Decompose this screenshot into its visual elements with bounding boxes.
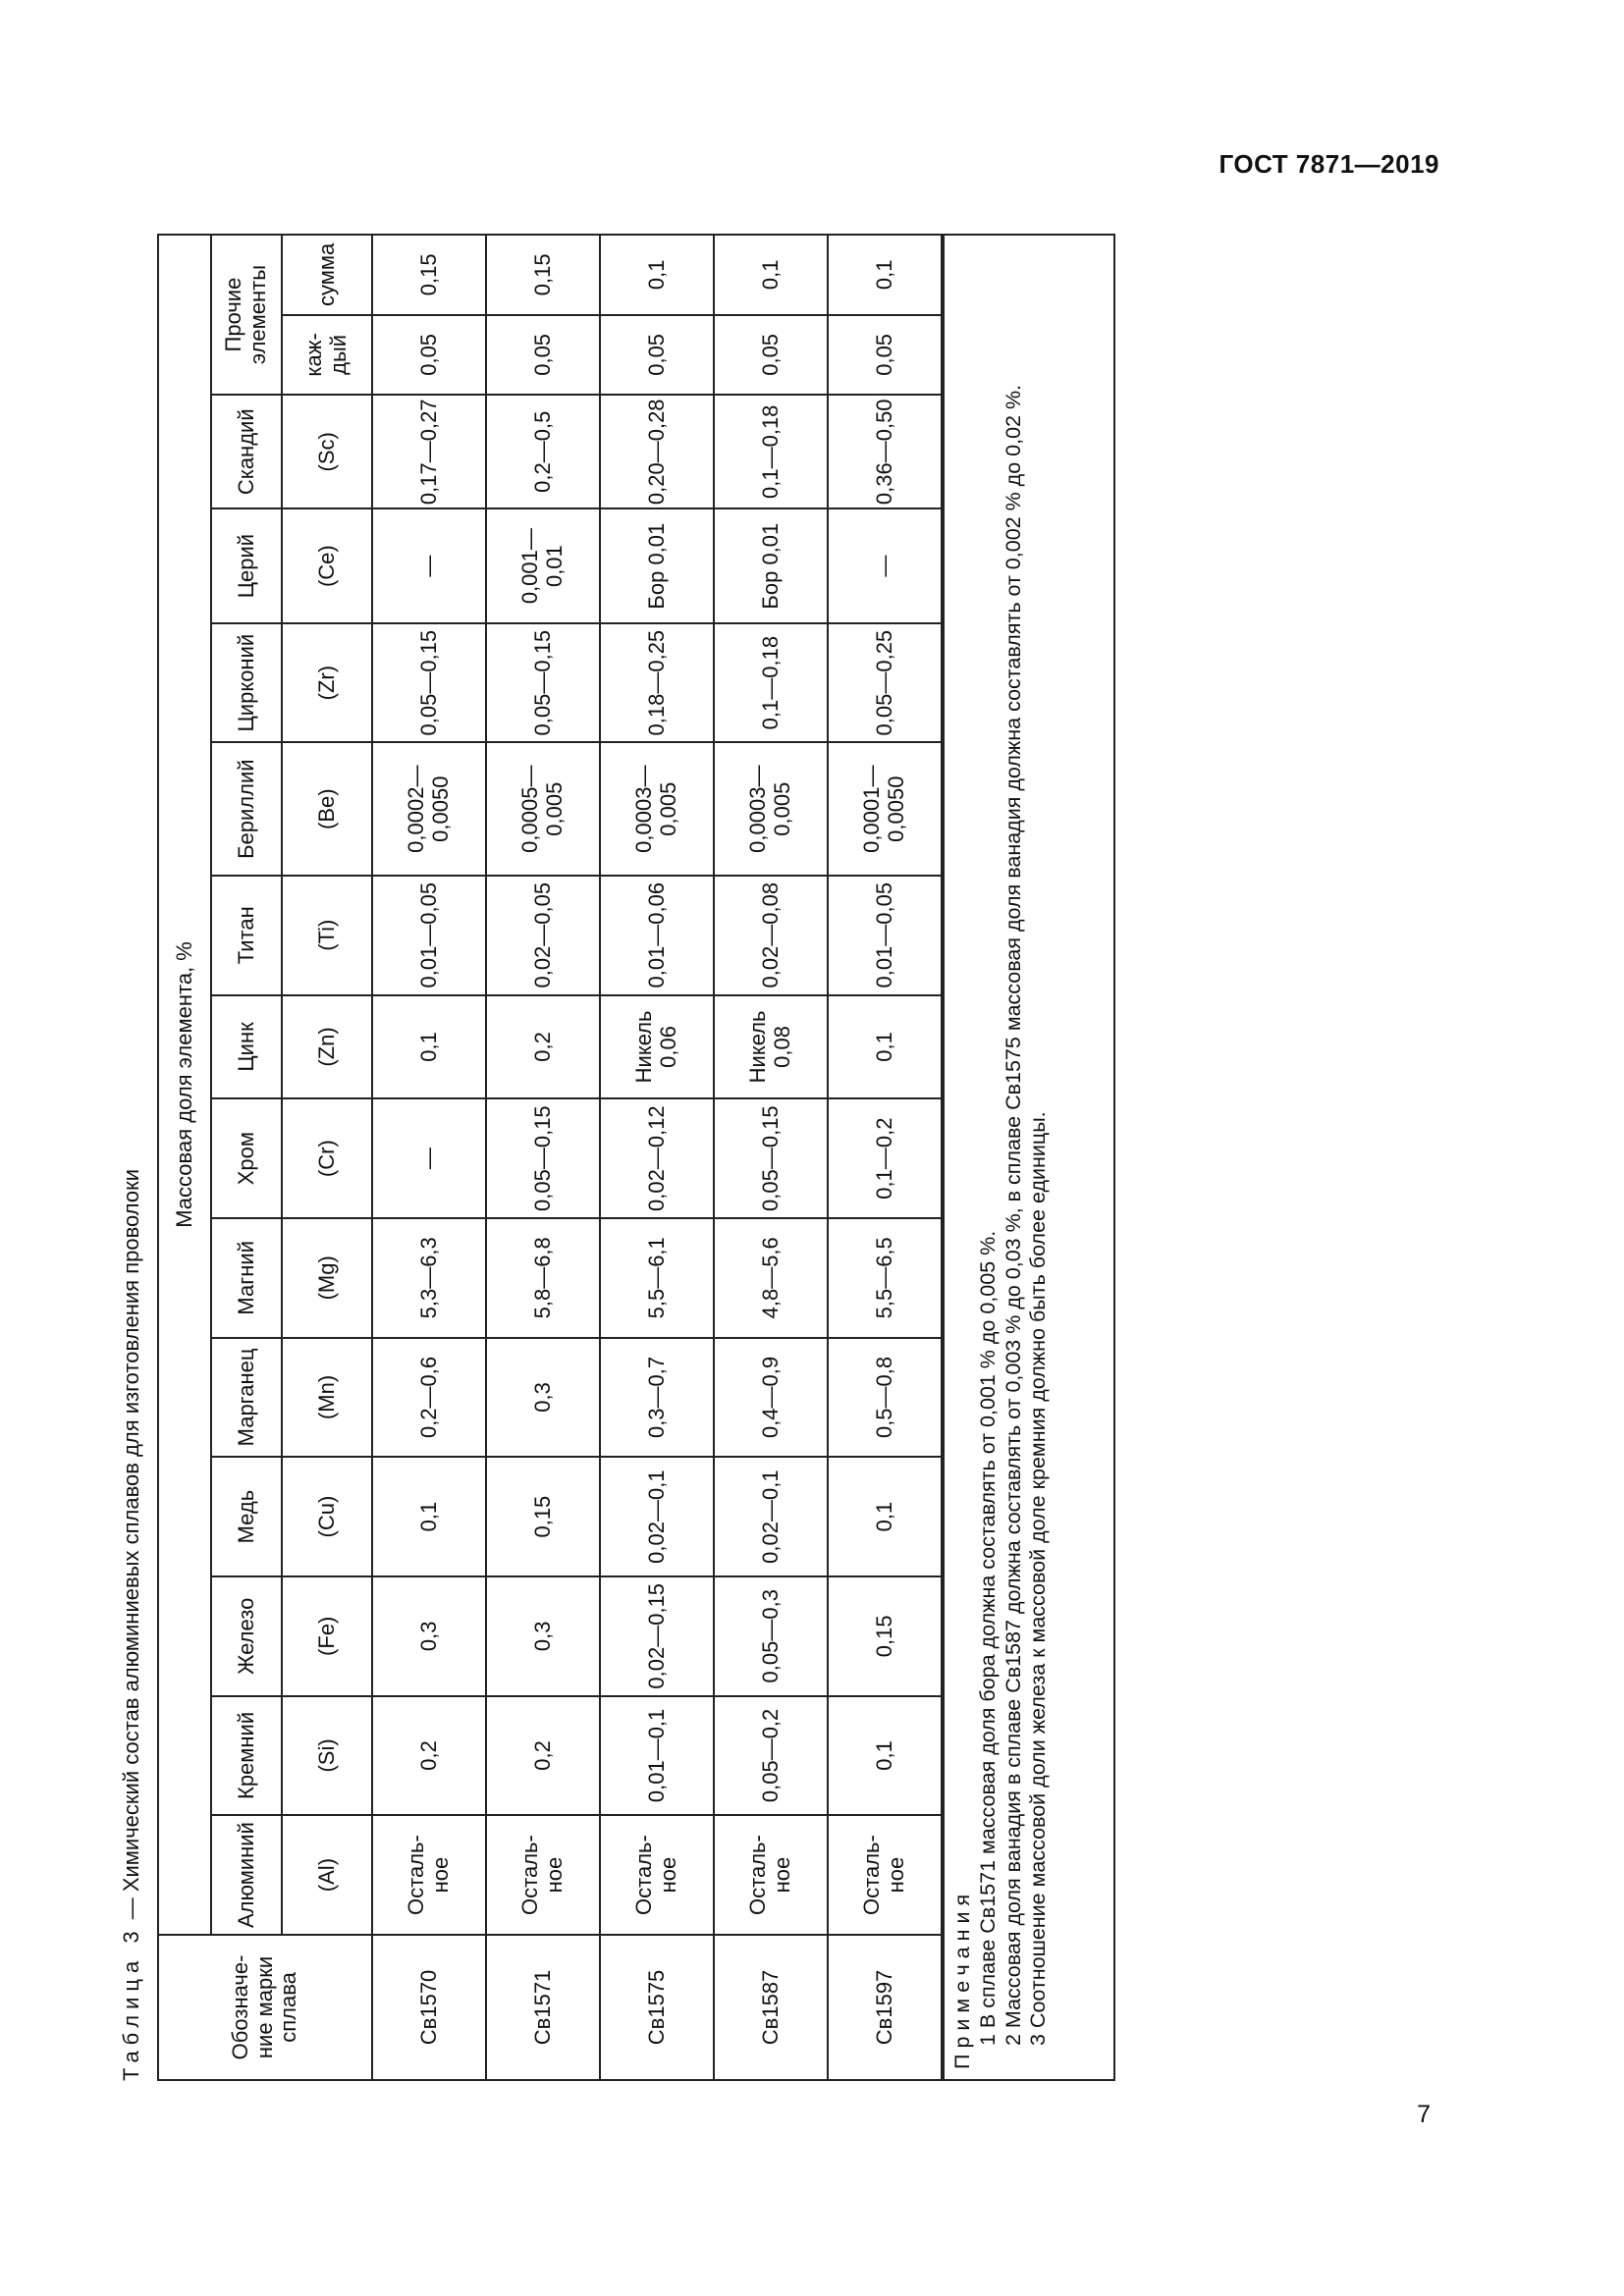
table-cell: 4,8—5,6: [714, 1218, 828, 1338]
group-header-mass-fraction: Массовая доля элемента, %: [158, 235, 211, 1935]
col-header-other-each: каж-дый: [282, 315, 372, 395]
table-cell: 0,1: [372, 1457, 486, 1576]
table-cell: 0,0002—0,0050: [372, 742, 486, 875]
table-cell: Осталь-ное: [714, 1815, 828, 1935]
table-cell: 0,01—0,05: [372, 876, 486, 995]
table-row: [714, 235, 828, 2080]
table-cell: 0,3: [486, 1576, 600, 1696]
table-cell: —: [828, 508, 943, 622]
table-cell: 5,3—6,3: [372, 1218, 486, 1338]
standard-header: ГОСТ 7871—2019: [1218, 149, 1439, 179]
table-cell: 0,02—0,12: [600, 1098, 714, 1218]
table-cell: 0,3: [486, 1338, 600, 1458]
cell-grade: Св1575: [600, 1935, 714, 2080]
table-cell: 0,02—0,1: [600, 1457, 714, 1576]
note-item: 1 В сплаве Св1571 массовая доля бора должна составлять от 0,001 % до 0,005 %.: [975, 1230, 1000, 2046]
col-header-element-symbol: (Al): [282, 1815, 372, 1935]
table-cell: 0,1—0,18: [714, 623, 828, 743]
col-header-element-name: Медь: [211, 1457, 282, 1576]
table-cell: 0,15: [486, 235, 600, 315]
table-row: [828, 235, 943, 2080]
table-cell: 0,05: [714, 315, 828, 395]
table-cell: 0,05: [828, 315, 943, 395]
col-header-element-symbol: (Mn): [282, 1338, 372, 1458]
col-header-element-name: Цирконий: [211, 623, 282, 743]
table-cell: 0,02—0,05: [486, 876, 600, 995]
col-header-element-name: Скандий: [211, 395, 282, 508]
table-cell: 0,05—0,25: [828, 623, 943, 743]
table-cell: Осталь-ное: [828, 1815, 943, 1935]
table-notes: [943, 235, 1114, 2080]
chemical-composition-table: [157, 234, 1115, 2081]
table-cell: 0,1—0,2: [828, 1098, 943, 1218]
table-cell: 0,3: [372, 1576, 486, 1696]
col-header-element-symbol: (Zn): [282, 995, 372, 1099]
col-header-element-symbol: (Ce): [282, 508, 372, 622]
table-cell: 0,1: [372, 995, 486, 1099]
table-cell: 0,02—0,08: [714, 876, 828, 995]
col-header-element-symbol: (Cu): [282, 1457, 372, 1576]
table-caption: [108, 1169, 155, 2081]
page-number: 7: [1417, 2101, 1431, 2128]
table-cell: 0,0001—0,0050: [828, 742, 943, 875]
note-item: 2 Массовая доля ванадия в сплаве Св1587 должна составлять от 0,003 % до 0,03 %, в сплаве Св1575 массовая доля ванадия должна составлять от 0,002 % до 0,02 %.: [1001, 384, 1025, 2046]
table-cell: 0,15: [486, 1457, 600, 1576]
col-header-other-elements: Прочие элементы: [211, 235, 282, 395]
table-cell: 0,15: [828, 1576, 943, 1696]
table-cell: 0,0005—0,005: [486, 742, 600, 875]
col-header-element-symbol: (Sc): [282, 395, 372, 508]
cell-grade: Св1597: [828, 1935, 943, 2080]
col-header-element-symbol: (Be): [282, 742, 372, 875]
cell-grade: Св1587: [714, 1935, 828, 2080]
table-cell: 0,05—0,15: [486, 1098, 600, 1218]
table-cell: Никель 0,06: [600, 995, 714, 1099]
col-header-element-symbol: (Mg): [282, 1218, 372, 1338]
table-cell: Осталь-ное: [372, 1815, 486, 1935]
table-cell: 0,1: [828, 995, 943, 1099]
table-cell: 0,02—0,15: [600, 1576, 714, 1696]
table-cell: 0,36—0,50: [828, 395, 943, 508]
table-cell: 0,1: [828, 235, 943, 315]
table-cell: 0,2—0,6: [372, 1338, 486, 1458]
table-cell: 0,15: [372, 235, 486, 315]
table-cell: 0,2: [486, 995, 600, 1099]
table-cell: 0,05—0,15: [372, 623, 486, 743]
note-item: 3 Соотношение массовой доли железа к массовой доле кремния должно быть более единицы.: [1026, 1111, 1051, 2046]
col-header-element-symbol: (Ti): [282, 876, 372, 995]
table-row: [600, 235, 714, 2080]
table-cell: 5,5—6,5: [828, 1218, 943, 1338]
table-row: [486, 235, 600, 2080]
table-cell: 0,01—0,06: [600, 876, 714, 995]
col-header-element-name: Церий: [211, 508, 282, 622]
col-header-element-name: Титан: [211, 876, 282, 995]
col-header-element-name: Алюминий: [211, 1815, 282, 1935]
table-cell: Никель 0,08: [714, 995, 828, 1099]
table-cell: 0,05: [486, 315, 600, 395]
col-header-element-symbol: (Fe): [282, 1576, 372, 1696]
table-cell: 0,2: [372, 1696, 486, 1816]
table-cell: Бор 0,01: [714, 508, 828, 622]
table-cell: 0,4—0,9: [714, 1338, 828, 1458]
table-cell: 0,17—0,27: [372, 395, 486, 508]
table-cell: 0,05—0,3: [714, 1576, 828, 1696]
table-cell: —: [372, 508, 486, 622]
col-header-element-symbol: (Cr): [282, 1098, 372, 1218]
table-caption-text: — Химический состав алюминиевых сплавов для изготовления проволоки: [119, 1168, 143, 1926]
table-cell: —: [372, 1098, 486, 1218]
table-cell: 0,05: [372, 315, 486, 395]
table-cell: 0,001—0,01: [486, 508, 600, 622]
table-cell: 0,05—0,15: [486, 623, 600, 743]
col-header-designation: Обозначе-ние марки сплава: [158, 1935, 372, 2080]
table-cell: 0,1: [828, 1696, 943, 1816]
table-cell: 0,05—0,15: [714, 1098, 828, 1218]
col-header-element-name: Бериллий: [211, 742, 282, 875]
table-cell: 5,8—6,8: [486, 1218, 600, 1338]
table-cell: 0,05—0,2: [714, 1696, 828, 1816]
table-cell: Бор 0,01: [600, 508, 714, 622]
table-cell: 0,3—0,7: [600, 1338, 714, 1458]
col-header-element-symbol: (Zr): [282, 623, 372, 743]
table-cell: 5,5—6,1: [600, 1218, 714, 1338]
table-cell: Осталь-ное: [486, 1815, 600, 1935]
table-cell: 0,1: [714, 235, 828, 315]
table-cell: 0,18—0,25: [600, 623, 714, 743]
notes-title: Примечания: [950, 1888, 974, 2069]
table-cell: 0,1: [828, 1457, 943, 1576]
table-cell: 0,02—0,1: [714, 1457, 828, 1576]
rotated-table-block: [108, 226, 1110, 2081]
col-header-element-name: Железо: [211, 1576, 282, 1696]
col-header-element-name: Цинк: [211, 995, 282, 1099]
cell-grade: Св1570: [372, 1935, 486, 2080]
col-header-element-name: Кремний: [211, 1696, 282, 1816]
col-header-element-name: Магний: [211, 1218, 282, 1338]
table-cell: 0,05: [600, 315, 714, 395]
table-row: [372, 235, 486, 2080]
col-header-element-name: Марганец: [211, 1338, 282, 1458]
cell-grade: Св1571: [486, 1935, 600, 2080]
col-header-element-symbol: (Si): [282, 1696, 372, 1816]
table-cell: 0,0003—0,005: [600, 742, 714, 875]
table-cell: 0,2—0,5: [486, 395, 600, 508]
table-caption-label: Таблица 3: [119, 1925, 143, 2081]
table-cell: 0,01—0,05: [828, 876, 943, 995]
table-cell: Осталь-ное: [600, 1815, 714, 1935]
col-header-element-name: Хром: [211, 1098, 282, 1218]
table-cell: 0,0003—0,005: [714, 742, 828, 875]
table-cell: 0,2: [486, 1696, 600, 1816]
table-cell: 0,01—0,1: [600, 1696, 714, 1816]
col-header-other-sum: сумма: [282, 235, 372, 315]
table-cell: 0,5—0,8: [828, 1338, 943, 1458]
table-cell: 0,20—0,28: [600, 395, 714, 508]
table-cell: 0,1—0,18: [714, 395, 828, 508]
table-cell: 0,1: [600, 235, 714, 315]
